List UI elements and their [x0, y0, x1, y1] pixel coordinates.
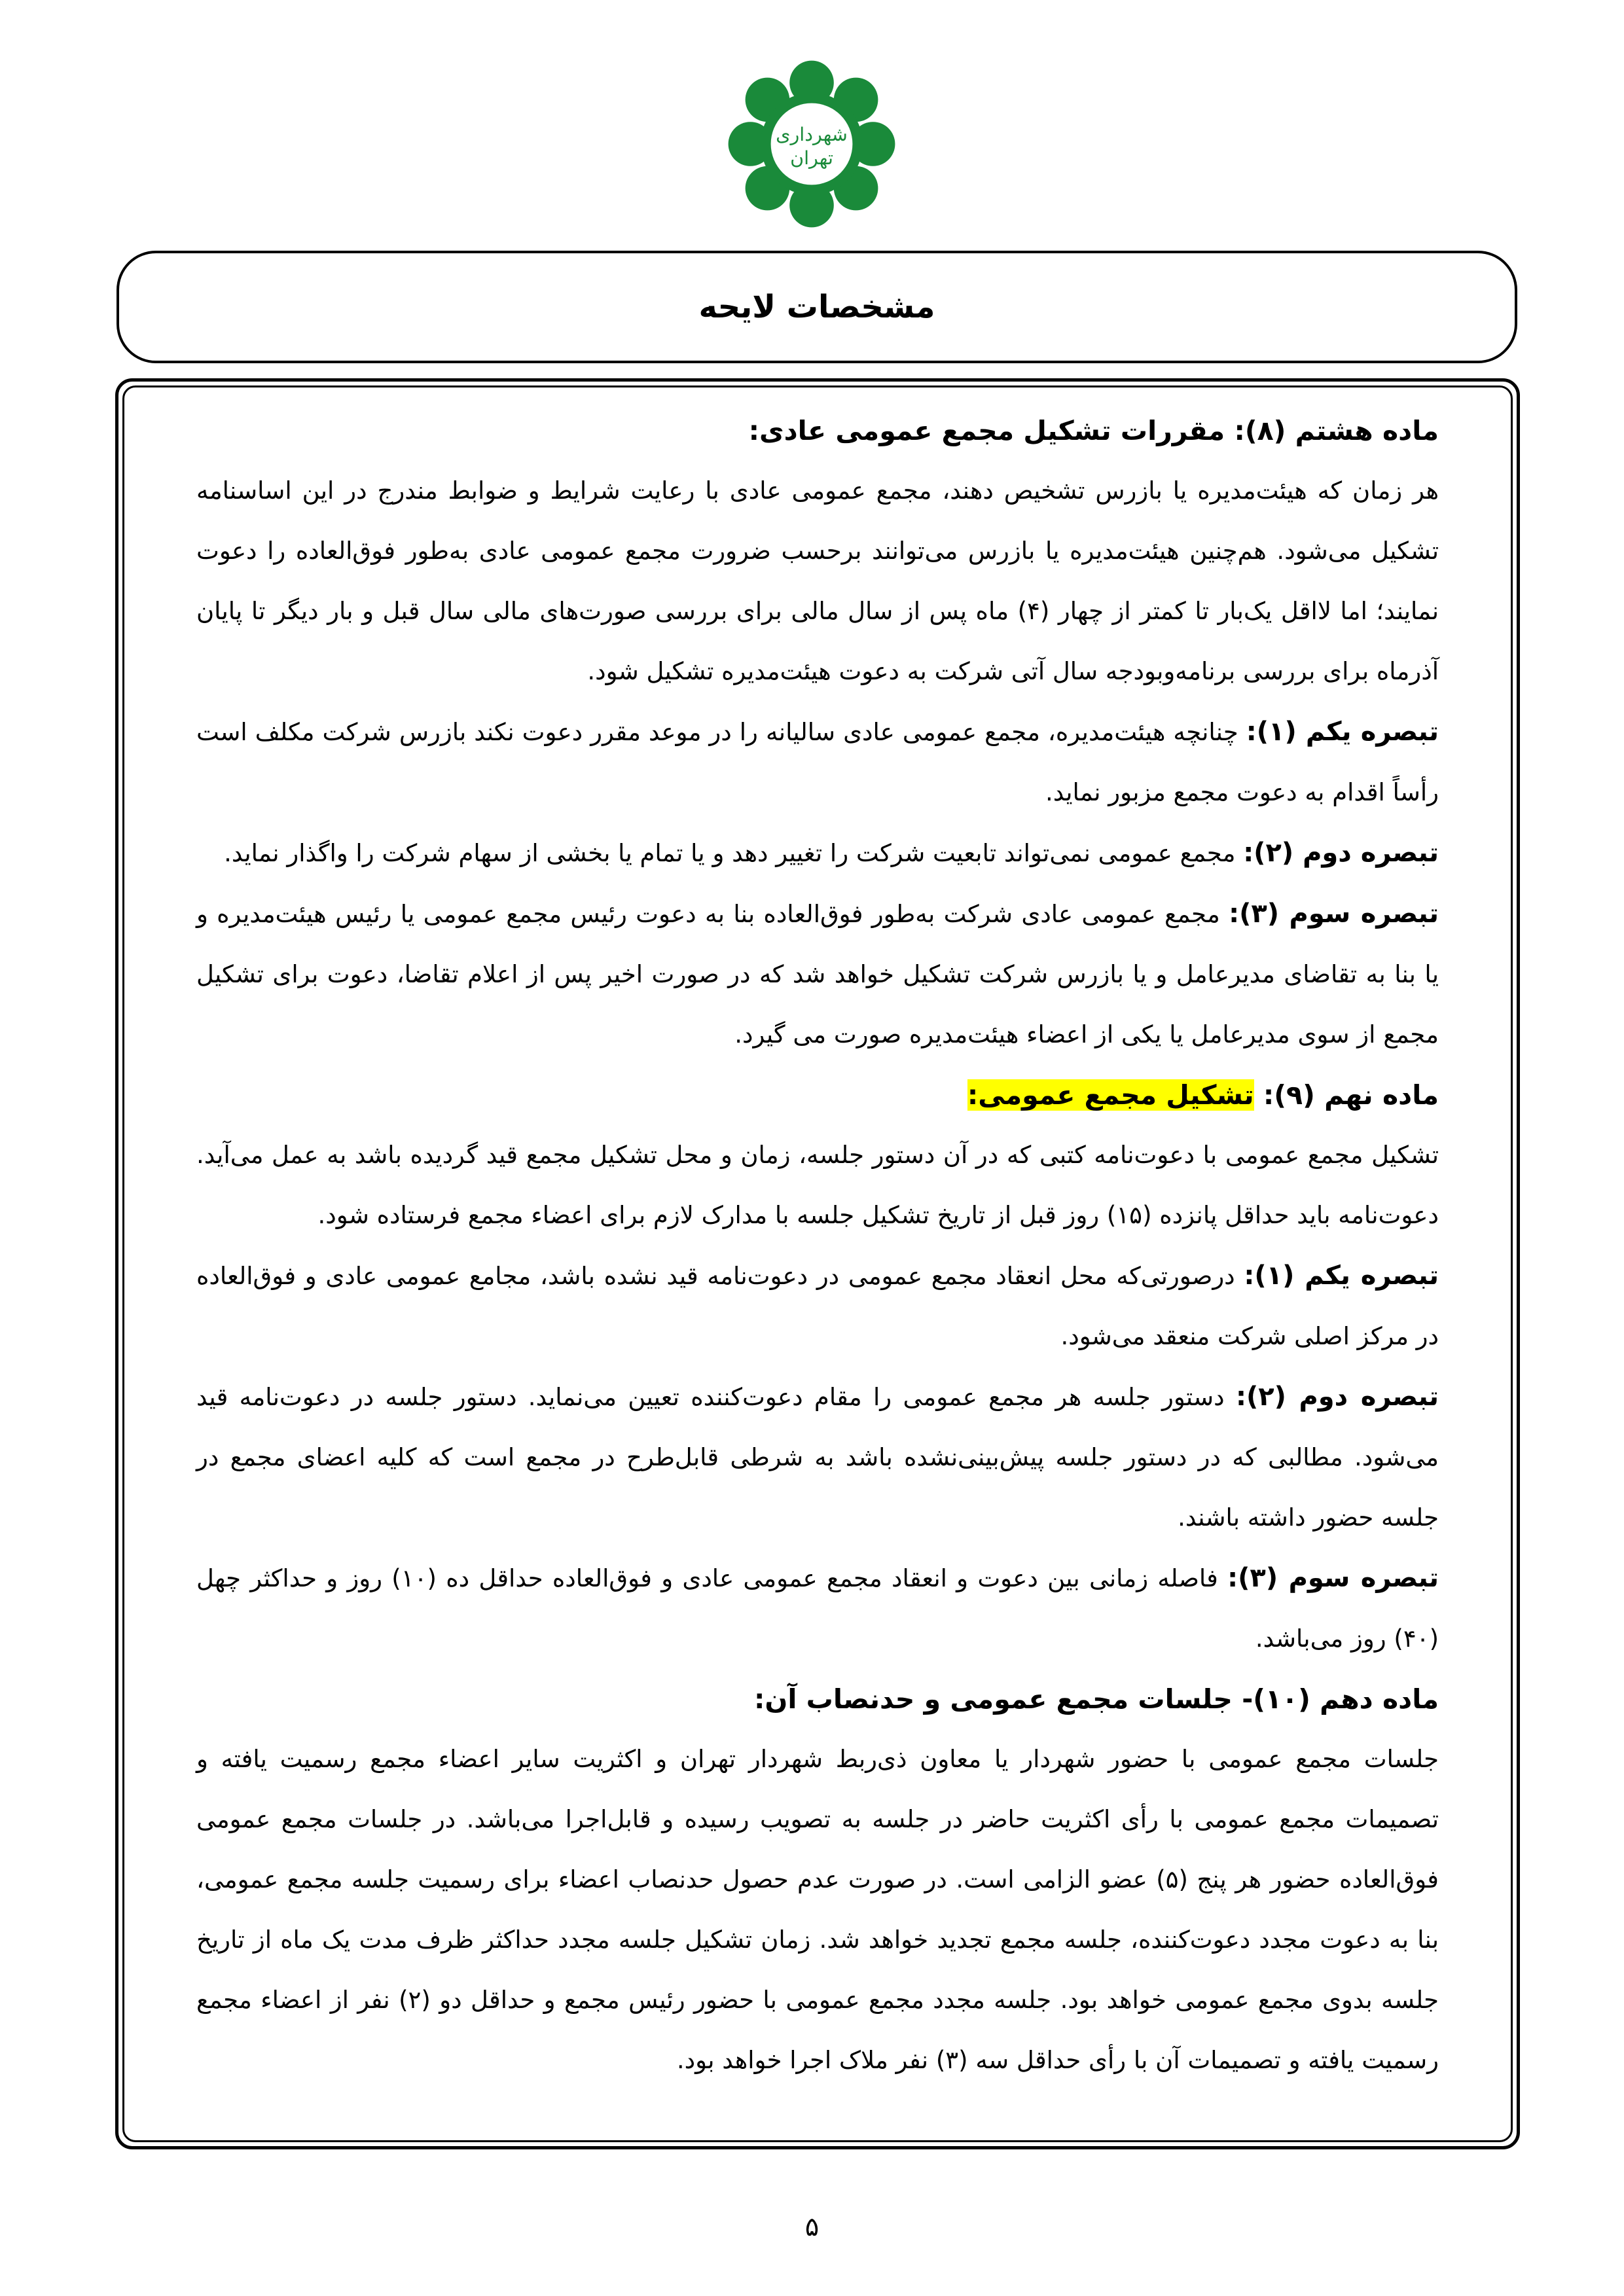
note-text: چنانچه هیئت‌مدیره، مجمع عمومی عادی سالیانه را در موعد مقرر دعوت نکند بازرس شرکت مکلف است رأساً اقدام به دعوت مجمع مزبور نماید.: [196, 718, 1439, 806]
highlighted-heading: تشکیل مجمع عمومی:: [967, 1079, 1254, 1111]
note-label: تبصره یکم (۱):: [1246, 717, 1439, 747]
svg-text:شهرداری: شهرداری: [776, 122, 848, 145]
content-body: [122, 386, 1513, 2142]
note-text: مجمع عمومی نمی‌تواند تابعیت شرکت را تغییر دهد و یا تمام یا بخشی از سهام شرکت را واگذار نماید.: [224, 839, 1244, 867]
note-label: تبصره سوم (۳):: [1227, 1563, 1439, 1593]
article-8-note-1: [196, 702, 1439, 823]
article-8-body: هر زمان که هیئت‌مدیره یا بازرس تشخیص دهند، مجمع عمومی عادی با رعایت شرایط و ضوابط مندرج در این اساسنامه تشکیل می‌شود. هم‌چنین هیئت‌مدیره یا بازرس می‌توانند برحسب ضرورت مجمع عمومی عادی به‌طور فوق‌العاده را دعوت نمایند؛ اما لااقل یک‌بار تا کمتر از چهار (۴) ماه پس از سال مالی برای بررسی صورت‌های مالی سال قبل و بار دیگر تا پایان آذرماه برای بررسی برنامه‌وبودجه سال آتی شرکت به دعوت هیئت‌مدیره تشکیل شود.: [196, 476, 1439, 685]
note-text: مجمع عمومی عادی شرکت به‌طور فوق‌العاده بنا به دعوت رئیس مجمع عمومی یا رئیس هیئت‌مدیره و یا بنا به تقاضای مدیرعامل و یا بازرس شرکت تشکیل خواهد شد که در صورت اخیر پس از اعلام تقاضا، دعوت برای تشکیل مجمع از سوی مدیرعامل یا یکی از اعضاء هیئت‌مدیره صورت می گیرد.: [196, 900, 1439, 1049]
article-9-note-3: [196, 1548, 1439, 1669]
article-8-heading: ماده هشتم (۸): مقررات تشکیل مجمع عمومی عادی:: [748, 415, 1439, 446]
article-9-heading-prefix: ماده نهم (۹):: [1254, 1079, 1439, 1111]
note-label: تبصره یکم (۱):: [1244, 1261, 1439, 1291]
note-label: تبصره سوم (۳):: [1229, 899, 1439, 929]
document-title: مشخصات لایحه: [698, 289, 935, 325]
article-9-note-1: [196, 1246, 1439, 1367]
note-text: فاصله زمانی بین دعوت و انعقاد مجمع عمومی عادی و فوق‌العاده حداقل ده (۱۰) روز و حداکثر چهل (۴۰) روز می‌باشد.: [196, 1564, 1439, 1653]
note-text: دستور جلسه هر مجمع عمومی را مقام دعوت‌کننده تعیین می‌نماید. دستور جلسه در دعوت‌نامه قید می‌شود. مطالبی که در دستور جلسه پیش‌بینی‌نشده باشد به شرطی قابل‌طرح در مجمع است که کلیه اعضای مجمع در جلسه حضور داشته باشند.: [196, 1383, 1439, 1532]
municipality-logo: [727, 59, 897, 229]
article-8-note-2: [196, 823, 1439, 884]
svg-text:تهران: تهران: [790, 147, 833, 170]
article-9-heading: [196, 1065, 1439, 1125]
page-number: ۵: [804, 2212, 820, 2242]
article-9-body: تشکیل مجمع عمومی با دعوت‌نامه کتبی که در آن دستور جلسه، زمان و محل تشکیل مجمع قید گردیده باشد به عمل می‌آید. دعوت‌نامه باید حداقل پانزده (۱۵) روز قبل از تاریخ تشکیل جلسه با مدارک لازم برای اعضاء مجمع فرستاده شود.: [196, 1141, 1439, 1229]
title-box: [117, 251, 1517, 363]
article-10-heading: ماده دهم (۱۰)- جلسات مجمع عمومی و حدنصاب آن:: [753, 1683, 1439, 1715]
note-label: تبصره دوم (۲):: [1243, 838, 1439, 868]
note-text: درصورتی‌که محل انعقاد مجمع عمومی در دعوت‌نامه قید نشده باشد، مجامع عمومی عادی و فوق‌العاده در مرکز اصلی شرکت منعقد می‌شود.: [196, 1262, 1439, 1350]
article-8-note-3: [196, 884, 1439, 1065]
content-frame: [115, 378, 1520, 2149]
note-label: تبصره دوم (۲):: [1235, 1382, 1439, 1412]
article-10-body: جلسات مجمع عمومی با حضور شهردار یا معاون ذی‌ربط شهردار تهران و اکثریت سایر اعضاء مجمع رسمیت یافته و تصمیمات مجمع عمومی با رأی اکثریت حاضر در جلسه به تصویب رسیده و قابل‌اجرا می‌باشد. در جلسات مجمع عمومی فوق‌العاده حضور هر پنج (۵) عضو الزامی است. در صورت عدم حصول حدنصاب اعضاء برای رسمیت جلسه مجمع عمومی، بنا به دعوت مجدد دعوت‌کننده، جلسه مجمع تجدید خواهد شد. زمان تشکیل جلسه مجدد حداکثر ظرف مدت یک ماه از تاریخ جلسه بدوی مجمع عمومی خواهد بود. جلسه مجدد مجمع عمومی با حضور رئیس مجمع و حداقل دو (۲) نفر از اعضاء مجمع رسمیت یافته و تصمیمات آن با رأی حداقل سه (۳) نفر ملاک اجرا خواهد بود.: [196, 1745, 1439, 2074]
article-9-note-2: [196, 1367, 1439, 1548]
